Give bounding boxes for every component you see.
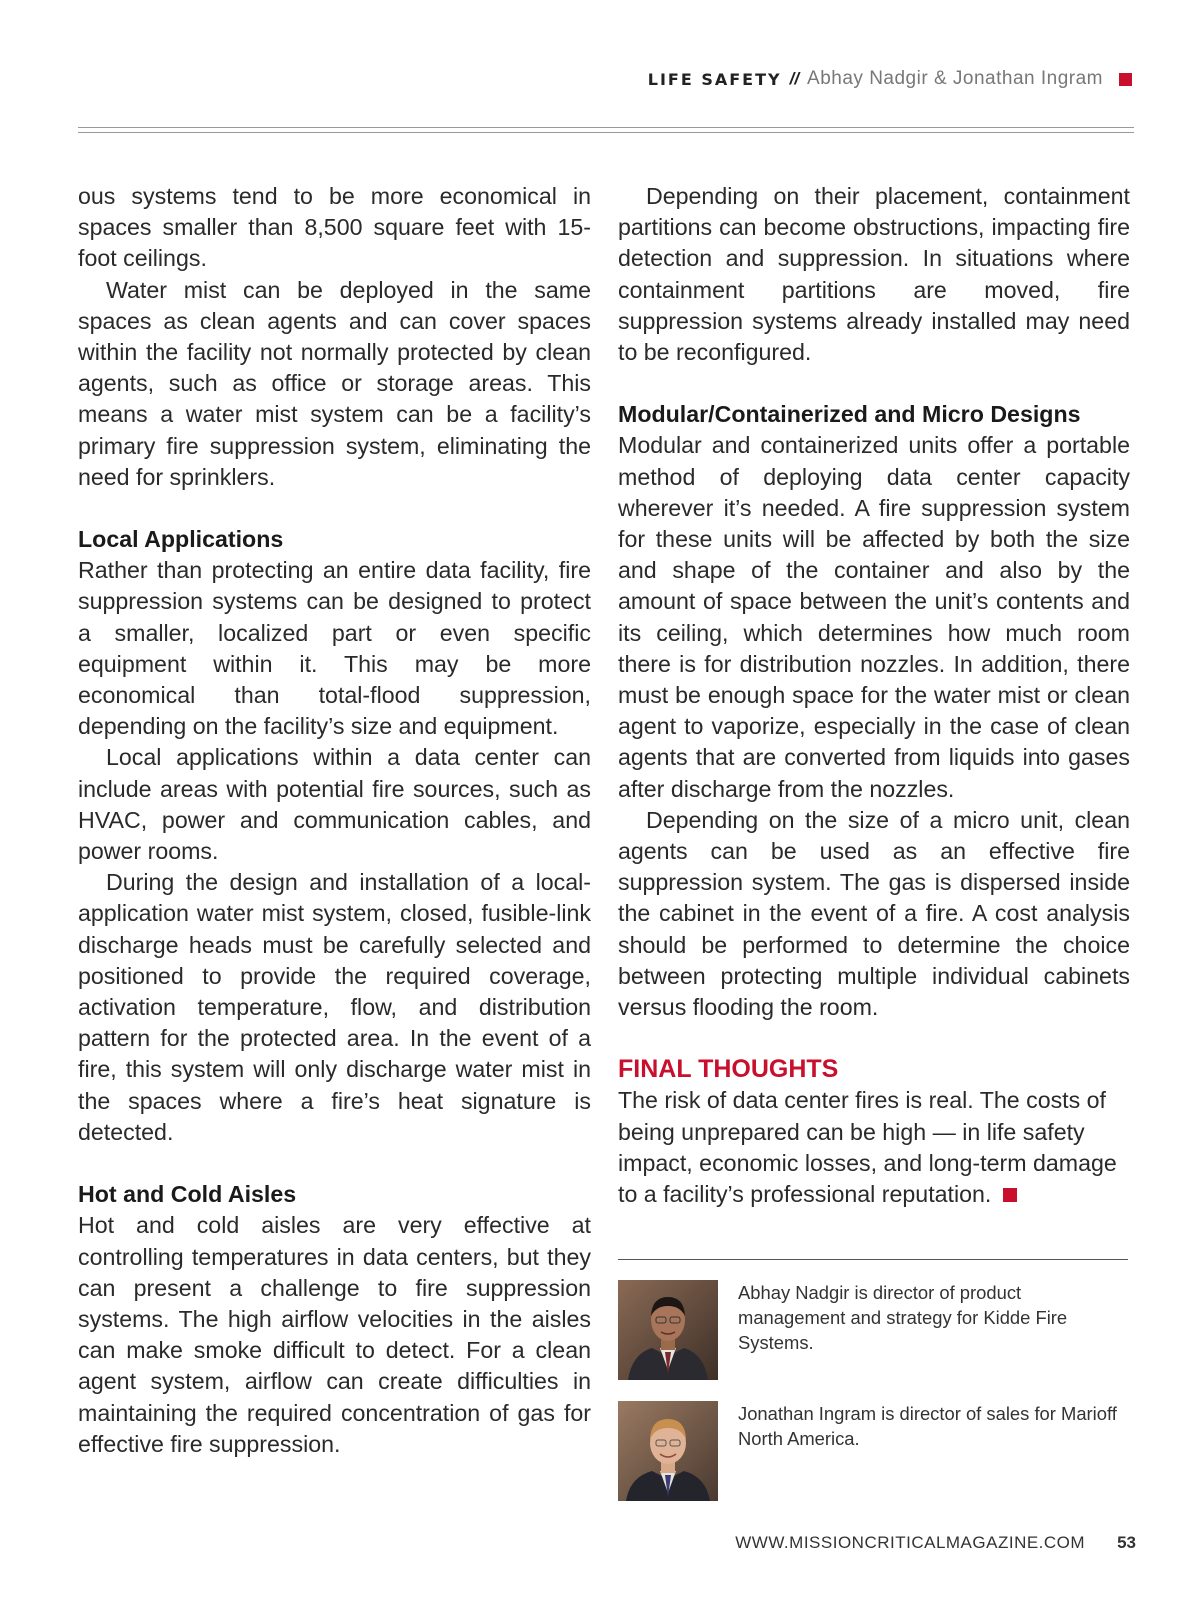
header-authors: Abhay Nadgir & Jonathan Ingram — [807, 68, 1103, 89]
subheading-modular: Modular/Containerized and Micro Designs — [618, 401, 1081, 428]
page-number: 53 — [1117, 1533, 1136, 1552]
header-separator: // — [789, 69, 800, 88]
header-rule-top — [78, 127, 1134, 128]
bio-divider — [618, 1259, 1128, 1260]
paragraph-final — [618, 1085, 1130, 1210]
page-footer — [735, 1533, 1136, 1553]
subheading-hot-cold-aisles: Hot and Cold Aisles — [78, 1181, 297, 1208]
header-rule-bottom — [78, 132, 1134, 133]
paragraph: Rather than protecting an entire data facility, fire suppression systems can be designed to protect a smaller, localized part or even specific equipment within it. This may be more economical than total-flood suppression, depending on the facility’s size and equipment. — [78, 557, 591, 740]
paragraph: Depending on the size of a micro unit, clean agents can be used as an effective fire suppression system. The gas is dispersed inside the cabinet in the event of a fire. A cost analysis should be performed to determine the choice between protecting multiple individual cabinets versus flooding the room. — [618, 806, 1130, 1021]
red-square-icon — [1119, 73, 1132, 86]
paragraph: Local applications within a data center can include areas with potential fire sources, such as HVAC, power and communication cables, and power rooms. — [78, 744, 591, 865]
running-header — [648, 68, 1132, 90]
final-thoughts-heading: FINAL THOUGHTS — [618, 1055, 839, 1084]
author-bio — [618, 1280, 1128, 1380]
right-column — [618, 181, 1130, 1210]
paragraph: Water mist can be deployed in the same spaces as clean agents and can cover spaces within the facility not normally protected by clean agents, such as office or storage areas. This means a water mist system can be a facility’s primary fire suppression system, eliminating the need for sprinklers. — [78, 276, 591, 490]
bio-text: Jonathan Ingram is director of sales for Marioff North America. — [738, 1403, 1117, 1449]
final-text: The risk of data center fires is real. The costs of being unprepared can be high — in life safety impact, economic losses, and long-term damage to a facility’s professional reputation. — [618, 1087, 1117, 1208]
paragraph: Modular and containerized units offer a portable method of deploying data center capacity wherever it’s needed. A fire suppression system for these units will be affected by both the size and shape of the container and also by the amount of space between the unit’s contents and its ceiling, which determines how much room there is for distribution nozzles. In addition, there must be enough space for the water mist or clean agent to vaporize, especially in the case of clean agents that are converted from liquids into gases after discharge from the nozzles. — [618, 432, 1130, 802]
end-mark-icon — [1003, 1188, 1017, 1202]
footer-url[interactable]: WWW.MISSIONCRITICALMAGAZINE.COM — [735, 1533, 1086, 1552]
paragraph: Depending on their placement, containment partitions can become obstructions, impacting fire detection and suppression. In situations where containment partitions are moved, fire suppression systems already installed may need to be reconfigured. — [618, 183, 1130, 366]
paragraph: During the design and installation of a local-application water mist system, closed, fusible-link discharge heads must be carefully selected and positioned to provide the required coverage, activation temperature, flow, and distribution pattern for the protected area. In the event of a fire, this system will only discharge water mist in the spaces where a fire’s heat signature is detected. — [78, 869, 591, 1145]
bio-text: Abhay Nadgir is director of product management and strategy for Kidde Fire Systems. — [738, 1282, 1068, 1353]
author-photo-ingram — [618, 1401, 718, 1501]
author-bio — [618, 1401, 1128, 1501]
subheading-local-applications: Local Applications — [78, 526, 284, 553]
paragraph: Hot and cold aisles are very effective at controlling temperatures in data centers, but they can present a challenge to fire suppression systems. The high airflow velocities in the aisles can make smoke difficult to detect. For a clean agent system, airflow can create difficulties in maintaining the required concentration of gas for effective fire suppression. — [78, 1212, 591, 1457]
left-column — [78, 181, 591, 1460]
author-photo-nadgir — [618, 1280, 718, 1380]
section-label: LIFE SAFETY — [647, 69, 782, 89]
paragraph: ous systems tend to be more economical in spaces smaller than 8,500 square feet with 15-foot ceilings. — [78, 183, 591, 272]
